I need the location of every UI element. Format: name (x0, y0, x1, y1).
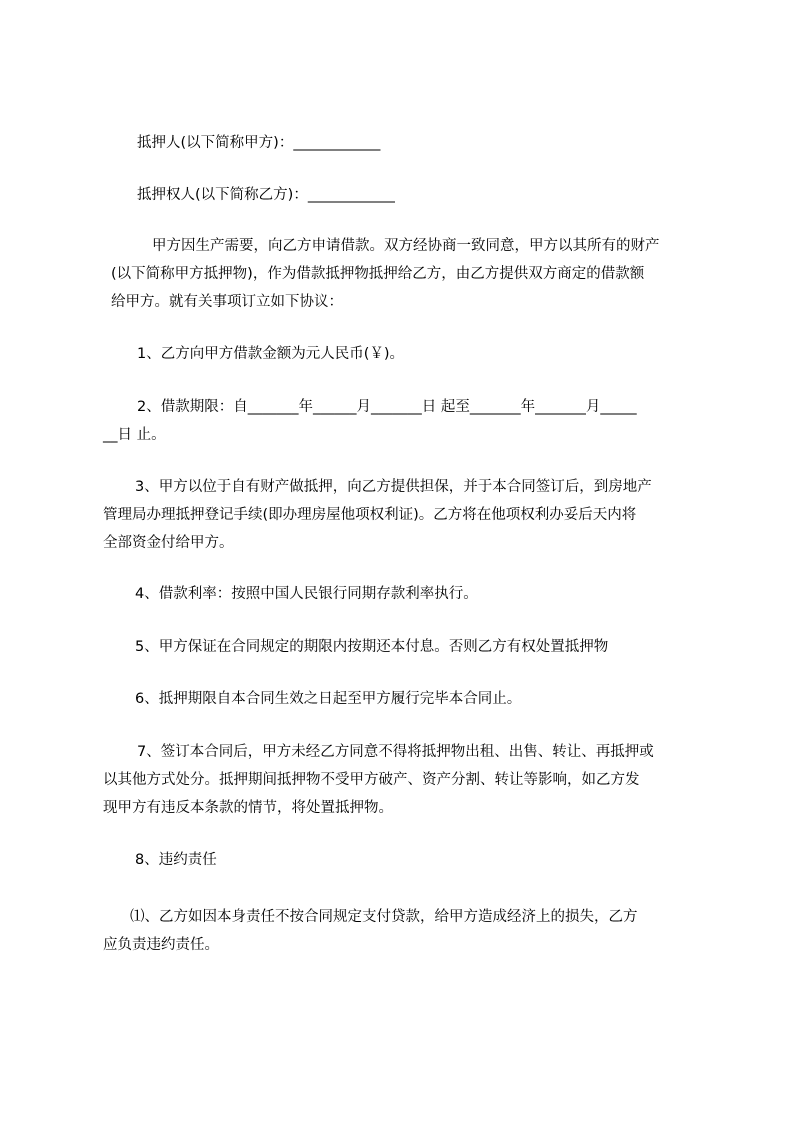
intro-paragraph-line-2: (以下简称甲方抵押物)，作为借款抵押物抵押给乙方，由乙方提供双方商定的借款额 (111, 266, 645, 282)
clause-6: 6、抵押期限自本合同生效之日起至甲方履行完毕本合同止。 (135, 691, 522, 707)
clause-8-heading: 8、违约责任 (135, 852, 217, 868)
clause-8-1-line-2: 应负责违约责任。 (103, 937, 219, 953)
mortgagee-line: 抵押权人(以下简称乙方)：____________ (137, 187, 395, 203)
clause-7-line-3: 现甲方有违反本条款的情节，将处置抵押物。 (103, 800, 393, 816)
clause-2-line-1: 2、借款期限：自_______年______月_______日 起至_______年_______月_____ (137, 399, 637, 415)
clause-7-line-2: 以其他方式处分。抵押期间抵押物不受甲方破产、资产分割、转让等影响，如乙方发 (103, 772, 640, 788)
clause-3-line-3: 全部资金付给甲方。 (103, 535, 234, 551)
mortgagor-line: 抵押人(以下简称甲方)：____________ (137, 135, 381, 151)
clause-2-line-2: __日 止。 (103, 427, 166, 443)
clause-4: 4、借款利率：按照中国人民银行同期存款利率执行。 (135, 586, 478, 602)
clause-7-line-1: 7、签订本合同后，甲方未经乙方同意不得将抵押物出租、出售、转让、再抵押或 (137, 744, 654, 760)
clause-3-line-2: 管理局办理抵押登记手续(即办理房屋他项权利证)。乙方将在他项权利办妥后天内将 (103, 507, 637, 523)
clause-8-1-line-1: ⑴、乙方如因本身责任不按合同规定支付贷款，给甲方造成经济上的损失，乙方 (130, 909, 638, 925)
clause-3-line-1: 3、甲方以位于自有财产做抵押，向乙方提供担保，并于本合同签订后，到房地产 (135, 479, 652, 495)
intro-paragraph-line-3: 给甲方。就有关事项订立如下协议： (111, 294, 343, 310)
clause-5: 5、甲方保证在合同规定的期限内按期还本付息。否则乙方有权处置抵押物 (135, 639, 609, 655)
intro-paragraph-line-1: 甲方因生产需要，向乙方申请借款。双方经协商一致同意，甲方以其所有的财产 (152, 238, 660, 254)
clause-1: 1、乙方向甲方借款金额为元人民币(￥)。 (137, 346, 405, 362)
